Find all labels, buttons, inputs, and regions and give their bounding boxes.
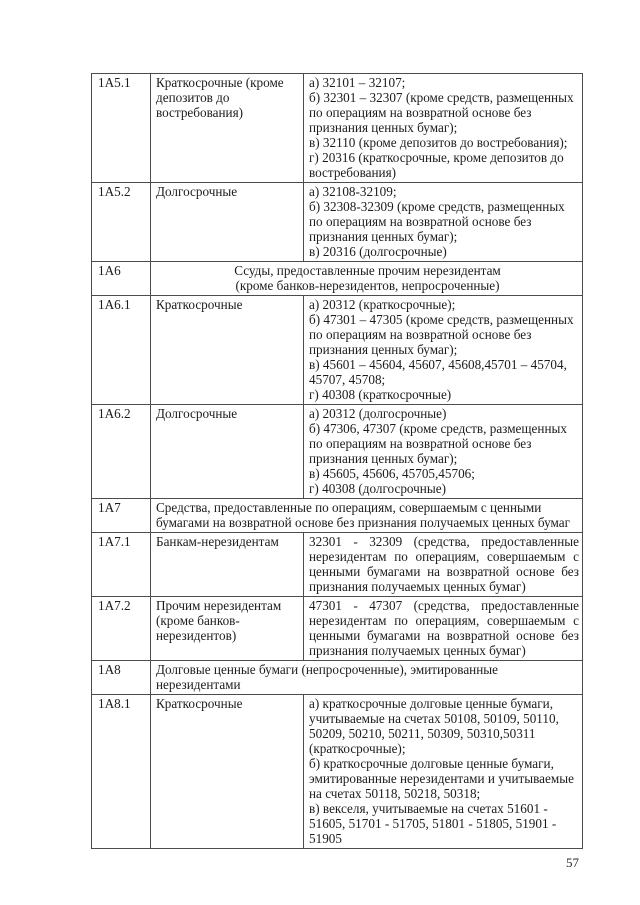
row-name: Краткосрочные	[151, 695, 304, 849]
page-number: 57	[566, 855, 579, 870]
row-accounts	[304, 183, 583, 262]
row-code: 1A6.2	[92, 405, 151, 499]
row-accounts	[304, 695, 583, 849]
account-item: б) 47306, 47307 (кроме средств, размещенных по операциям на возвратной основе без признания ценных бумаг);	[309, 421, 567, 466]
row-name: Краткосрочные (кроме депозитов до востребования)	[151, 74, 304, 183]
account-item: в) 32110 (кроме депозитов до востребования);	[309, 135, 568, 150]
row-accounts	[304, 296, 583, 405]
row-accounts	[304, 533, 583, 597]
section-title: Долговые ценные бумаги (непросроченные), эмитированные нерезидентами	[151, 661, 583, 695]
table-row	[92, 183, 583, 262]
account-item: б) 32301 – 32307 (кроме средств, размещенных по операциям на возвратной основе без признания ценных бумаг);	[309, 90, 574, 135]
table-row	[92, 597, 583, 661]
account-item: б) 47301 – 47305 (кроме средств, размещенных по операциям на возвратной основе без признания ценных бумаг);	[309, 312, 574, 357]
account-item: в) 20316 (долгосрочные)	[309, 244, 447, 259]
row-code: 1A8.1	[92, 695, 151, 849]
section-title: Ссуды, предоставленные прочим нерезидентам (кроме банков-нерезидентов, непросроченные)	[151, 262, 583, 296]
account-item: б) краткосрочные долговые ценные бумаги, эмитированные нерезидентами и учитываемые на счетах 50118, 50218, 50318;	[309, 756, 574, 801]
row-code: 1A7.1	[92, 533, 151, 597]
account-item: 47301 - 47307 (средства, предоставленные нерезидентам по операциям, совершаемым с ценными бумагами на возвратной основе без признания получаемых ценных бумаг)	[309, 598, 579, 658]
account-item: в) векселя, учитываемые на счетах 51601 - 51605, 51701 - 51705, 51801 - 51805, 51901 - 51905	[309, 801, 557, 846]
row-name: Краткосрочные	[151, 296, 304, 405]
row-code: 1A6.1	[92, 296, 151, 405]
table-row	[92, 405, 583, 499]
classification-table	[91, 73, 583, 849]
row-code: 1A6	[92, 262, 151, 296]
table-row	[92, 661, 583, 695]
account-item: в) 45601 – 45604, 45607, 45608,45701 – 45704, 45707, 45708;	[309, 357, 567, 387]
table-row	[92, 499, 583, 533]
account-item: а) 32108-32109;	[309, 184, 397, 199]
row-accounts	[304, 74, 583, 183]
account-item: а) 20312 (долгосрочные)	[309, 406, 447, 421]
row-name: Долгосрочные	[151, 183, 304, 262]
table-row	[92, 695, 583, 849]
row-code: 1A7.2	[92, 597, 151, 661]
section-title: Средства, предоставленные по операциям, совершаемым с ценными бумагами на возвратной основе без признания получаемых ценных бумаг	[151, 499, 583, 533]
table-row	[92, 296, 583, 405]
row-accounts	[304, 597, 583, 661]
account-item: 32301 - 32309 (средства, предоставленные нерезидентам по операциям, совершаемым с ценными бумагами на возвратной основе без признания получаемых ценных бумаг)	[309, 534, 579, 594]
account-item: г) 20316 (краткосрочные, кроме депозитов до востребования)	[309, 150, 564, 180]
account-item: г) 40308 (краткосрочные)	[309, 387, 452, 402]
classification-table-body	[92, 74, 583, 849]
row-code: 1A5.1	[92, 74, 151, 183]
account-item: в) 45605, 45606, 45705,45706;	[309, 466, 475, 481]
table-row	[92, 74, 583, 183]
row-name: Долгосрочные	[151, 405, 304, 499]
row-name: Прочим нерезидентам (кроме банков-нерезидентов)	[151, 597, 304, 661]
account-item: а) 32101 – 32107;	[309, 75, 406, 90]
table-row	[92, 262, 583, 296]
account-item: а) 20312 (краткосрочные);	[309, 297, 456, 312]
account-item: г) 40308 (долгосрочные)	[309, 481, 446, 496]
account-item: б) 32308-32309 (кроме средств, размещенных по операциям на возвратной основе без признания ценных бумаг);	[309, 199, 565, 244]
row-code: 1A8	[92, 661, 151, 695]
row-accounts	[304, 405, 583, 499]
account-item: а) краткосрочные долговые ценные бумаги, учитываемые на счетах 50108, 50109, 50110, 50209, 50210, 50211, 50309, 50310,50311 (краткосрочные);	[309, 696, 559, 756]
row-name: Банкам-нерезидентам	[151, 533, 304, 597]
row-code: 1A5.2	[92, 183, 151, 262]
table-row	[92, 533, 583, 597]
row-code: 1A7	[92, 499, 151, 533]
